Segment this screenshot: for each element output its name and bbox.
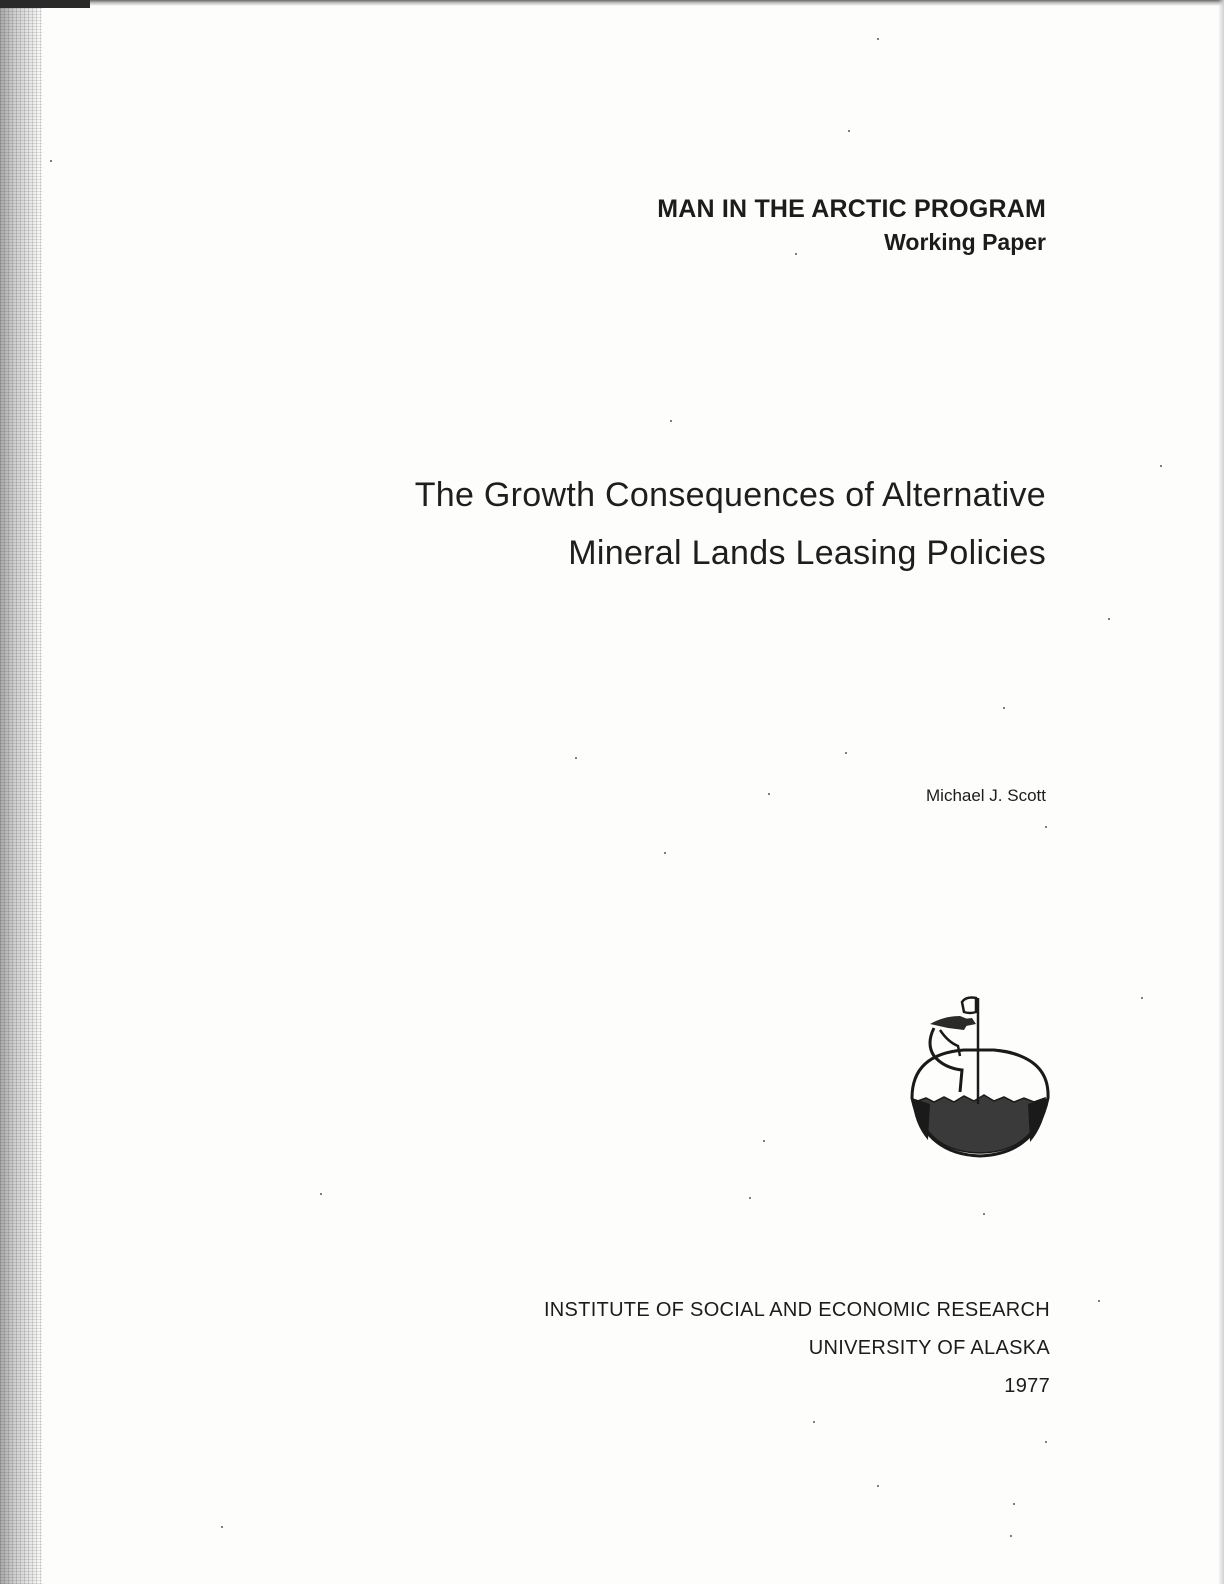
scan-speck (1098, 1300, 1100, 1302)
program-subtitle: Working Paper (884, 229, 1046, 255)
scan-speck (763, 1140, 765, 1142)
scan-speck (1160, 465, 1162, 467)
scan-speck (877, 38, 879, 40)
institute-name: INSTITUTE OF SOCIAL AND ECONOMIC RESEARCH (543, 1299, 1050, 1321)
publisher-block (544, 1291, 1050, 1405)
scan-speck (1141, 997, 1143, 999)
binding-edge (0, 0, 42, 1584)
man-in-the-arctic-emblem-icon (904, 994, 1054, 1164)
right-edge (1218, 0, 1224, 1584)
scan-speck (50, 160, 52, 162)
program-title: MAN IN THE ARCTIC PROGRAM (657, 195, 1046, 223)
scan-speck (1010, 1535, 1012, 1537)
program-header (657, 192, 1046, 258)
scan-speck (768, 793, 770, 795)
scan-speck (664, 852, 666, 854)
scan-speck (813, 1421, 815, 1423)
scan-speck (848, 130, 850, 132)
title-line-2: Mineral Lands Leasing Policies (568, 534, 1046, 572)
scan-speck (983, 1213, 985, 1215)
scan-speck (1045, 826, 1047, 828)
scan-speck (1045, 1441, 1047, 1443)
scan-speck (221, 1526, 223, 1528)
scan-speck (670, 420, 672, 422)
top-edge (0, 0, 1224, 6)
scan-speck (1013, 1503, 1015, 1505)
scan-speck (845, 752, 847, 754)
scan-speck (575, 757, 577, 759)
scan-speck (1108, 618, 1110, 620)
scan-speck (749, 1197, 751, 1199)
title-line-1: The Growth Consequences of Alternative (414, 476, 1046, 514)
document-title (415, 466, 1046, 582)
scan-speck (320, 1193, 322, 1195)
scan-speck (877, 1485, 879, 1487)
author-name: Michael J. Scott (926, 786, 1046, 805)
university-name: UNIVERSITY OF ALASKA (808, 1337, 1050, 1359)
scan-speck (1003, 707, 1005, 709)
top-edge-shadow (0, 0, 90, 8)
publication-year: 1977 (1004, 1375, 1050, 1397)
